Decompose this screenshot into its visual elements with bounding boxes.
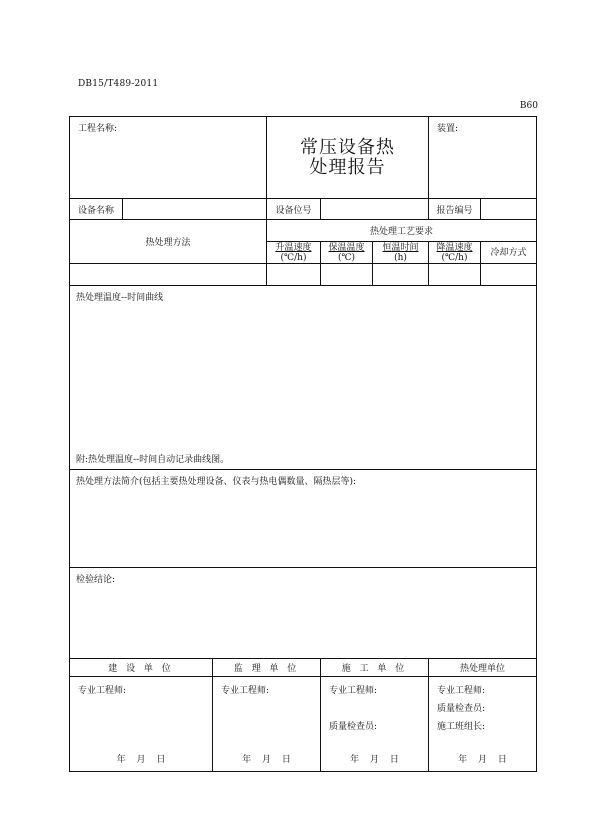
method-intro-section[interactable] — [70, 470, 537, 568]
col-hold-temp-unit: (℃) — [337, 252, 356, 263]
curve-section[interactable] — [70, 286, 537, 470]
supervision-engineer-label: 专业工程师: — [221, 686, 270, 696]
construction-engineer-label: 专业工程师: — [78, 686, 127, 696]
hold-time-field[interactable] — [373, 264, 429, 286]
heat-treatment-unit-header: 热处理单位 — [429, 659, 537, 677]
heat-rate-field[interactable] — [267, 264, 321, 286]
col-hold-temp — [321, 242, 373, 264]
col-hold-time-name: 恒温时间 — [382, 242, 419, 253]
report-no-label: 报告编号 — [429, 199, 481, 220]
conclusion-section[interactable] — [70, 568, 537, 659]
title-cell — [267, 117, 429, 199]
builder-date: 年 月 日 — [350, 755, 399, 765]
col-heat-rate-name: 升温速度 — [275, 242, 312, 253]
method-intro-label: 热处理方法简介(包括主要热处理设备、仪表与热电偶数量、隔热层等): — [76, 477, 357, 487]
col-hold-temp-name: 保温温度 — [328, 242, 365, 253]
curve-label: 热处理温度--时间曲线 — [76, 293, 164, 303]
equipment-name-field[interactable] — [123, 199, 267, 220]
cooling-method-field[interactable] — [481, 264, 537, 286]
requirements-header: 热处理工艺要求 — [267, 220, 537, 242]
method-field[interactable] — [70, 264, 267, 286]
builder-unit-header: 施 工 单 位 — [321, 659, 429, 677]
heat-engineer-label: 专业工程师: — [437, 686, 486, 696]
col-hold-time — [373, 242, 429, 264]
project-name-label: 工程名称: — [78, 124, 118, 134]
builder-signature[interactable] — [321, 677, 429, 772]
heat-treatment-signature[interactable] — [429, 677, 537, 772]
heat-team-leader-label: 施工班组长: — [437, 722, 486, 732]
heat-date: 年 月 日 — [458, 755, 507, 765]
method-header: 热处理方法 — [70, 220, 267, 264]
equipment-no-label: 设备位号 — [267, 199, 321, 220]
equipment-no-field[interactable] — [321, 199, 429, 220]
col-hold-time-unit: (h) — [394, 252, 407, 263]
construction-date: 年 月 日 — [116, 755, 166, 765]
heat-treatment-report-form — [69, 116, 537, 772]
project-name-cell[interactable] — [70, 117, 267, 199]
curve-note: 附:热处理温度--时间自动记录曲线图。 — [76, 455, 230, 465]
col-cool-rate-unit: (℃/h) — [441, 252, 468, 263]
equipment-name-label: 设备名称 — [70, 199, 123, 220]
standard-number: DB15/T489-2011 — [78, 79, 159, 89]
form-code: B60 — [519, 101, 538, 111]
supervision-unit-header: 监 理 单 位 — [213, 659, 321, 677]
builder-inspector-label: 质量检查员: — [329, 722, 378, 732]
col-heat-rate-unit: (℃/h) — [280, 252, 307, 263]
conclusion-label: 检验结论: — [76, 575, 116, 585]
cool-rate-field[interactable] — [429, 264, 481, 286]
col-heat-rate — [267, 242, 321, 264]
builder-engineer-label: 专业工程师: — [329, 686, 378, 696]
heat-inspector-label: 质量检查员: — [437, 704, 486, 714]
supervision-signature[interactable] — [213, 677, 321, 772]
construction-unit-header: 建 设 单 位 — [70, 659, 213, 677]
device-cell[interactable] — [429, 117, 537, 199]
report-no-field[interactable] — [481, 199, 537, 220]
hold-temp-field[interactable] — [321, 264, 373, 286]
col-cool-rate — [429, 242, 481, 264]
construction-signature[interactable] — [70, 677, 213, 772]
device-label: 装置: — [437, 124, 459, 134]
report-title: 常压设备热处理报告 — [300, 136, 395, 178]
supervision-date: 年 月 日 — [242, 755, 291, 765]
col-cooling-method: 冷却方式 — [481, 242, 537, 264]
col-cool-rate-name: 降温速度 — [436, 242, 473, 253]
